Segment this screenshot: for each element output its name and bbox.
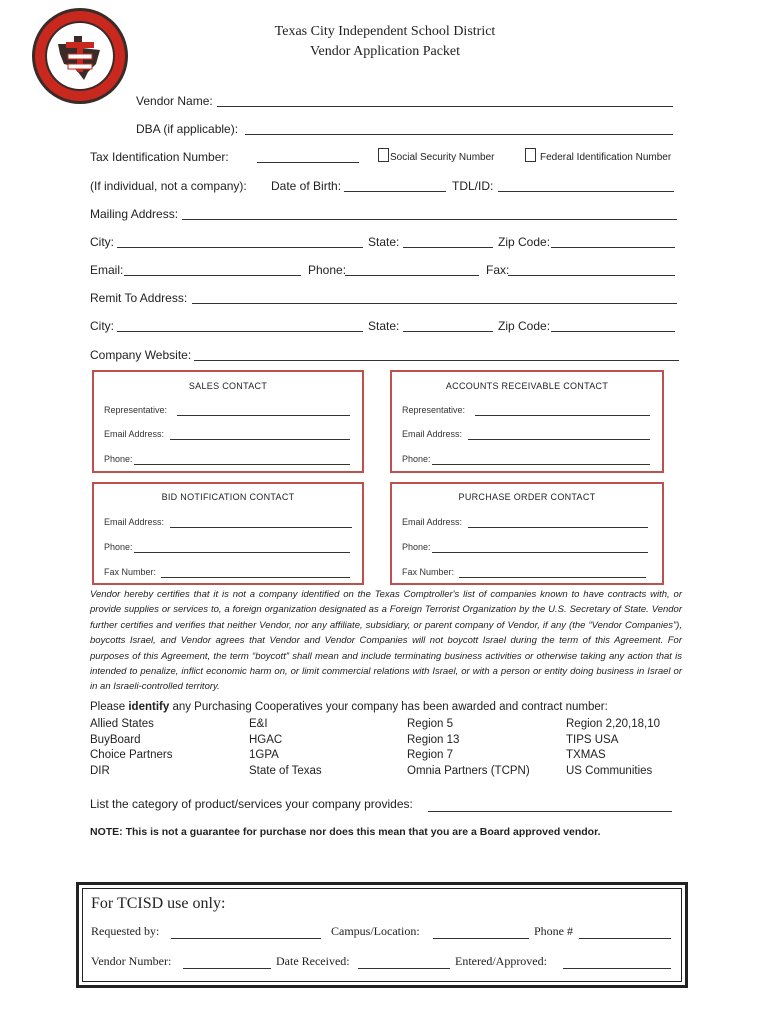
coop-item: Allied States [90, 718, 154, 730]
ar-email-label: Email Address: [402, 429, 463, 439]
requested-by-label: Requested by: [91, 924, 160, 938]
date-received-field[interactable] [358, 968, 450, 969]
coop-item: TXMAS [566, 749, 606, 761]
email-field[interactable] [124, 275, 301, 276]
ar-email-field[interactable] [468, 439, 650, 440]
fax-field[interactable] [508, 275, 675, 276]
sales-email-field[interactable] [170, 439, 350, 440]
email-label: Email: [90, 263, 124, 277]
ar-representative-field[interactable] [475, 415, 650, 416]
coop-item: Omnia Partners (TCPN) [407, 764, 530, 777]
coop-item: Region 13 [407, 733, 460, 746]
state-label: State: [368, 235, 400, 249]
phone-field[interactable] [345, 275, 479, 276]
disclaimer-note: NOTE: This is not a guarantee for purchase nor does this mean that you are a Board approved vendor. [90, 826, 601, 838]
coop-item: Region 2,20,18,10 [566, 718, 660, 730]
cooperatives-column-1 [90, 717, 172, 779]
campus-field[interactable] [433, 938, 529, 939]
company-website-field[interactable] [194, 360, 679, 361]
tdl-label: TDL/ID: [452, 179, 494, 193]
cooperatives-intro-pre: Please [90, 701, 129, 713]
cooperatives-column-3 [407, 717, 530, 779]
phone-number-field[interactable] [579, 938, 671, 939]
sales-representative-label: Representative: [104, 405, 168, 415]
fein-checkbox[interactable] [525, 148, 536, 162]
dob-label: Date of Birth: [271, 179, 342, 193]
date-received-label: Date Received: [276, 954, 350, 968]
office-use-title: For TCISD use only: [91, 895, 226, 912]
cooperatives-intro-post: any Purchasing Cooperatives your company has been awarded and contract number: [169, 701, 608, 713]
campus-label: Campus/Location: [331, 924, 420, 938]
page-title: Texas City Independent School District [274, 24, 496, 39]
po-email-field[interactable] [468, 527, 648, 528]
entered-approved-label: Entered/Approved: [455, 954, 547, 968]
city-field[interactable] [117, 247, 363, 248]
dba-field[interactable] [245, 134, 673, 135]
po-contact-box [390, 482, 664, 585]
po-phone-label: Phone: [402, 542, 431, 552]
if-individual-label: (If individual, not a company): [90, 179, 247, 193]
tax-id-label: Tax Identification Number: [90, 150, 229, 164]
ssn-checkbox[interactable] [378, 148, 389, 162]
remit-state-label: State: [368, 319, 400, 333]
category-label: List the category of product/services your company provides: [90, 797, 413, 811]
cooperatives-intro-bold: identify [128, 701, 170, 713]
cooperatives-column-2 [249, 717, 322, 779]
zip-label: Zip Code: [498, 235, 551, 249]
phone-number-label: Phone # [534, 924, 573, 938]
mailing-address-field[interactable] [182, 219, 677, 220]
coop-item: DIR [90, 764, 110, 777]
coop-item: State of Texas [249, 764, 322, 777]
requested-by-field[interactable] [171, 938, 321, 939]
sales-contact-box [92, 370, 364, 473]
bid-phone-label: Phone: [104, 542, 133, 552]
tdl-field[interactable] [498, 191, 674, 192]
sales-email-label: Email Address: [104, 429, 165, 439]
po-contact-title: PURCHASE ORDER CONTACT [458, 492, 596, 502]
coop-item: Region 7 [407, 749, 454, 761]
vendor-number-field[interactable] [183, 968, 271, 969]
po-phone-field[interactable] [432, 552, 648, 553]
vendor-number-label: Vendor Number: [91, 954, 172, 968]
ar-contact-title: ACCOUNTS RECEIVABLE CONTACT [445, 381, 609, 391]
coop-item: 1GPA [249, 749, 279, 761]
office-use-box [76, 882, 688, 988]
state-field[interactable] [403, 247, 493, 248]
bid-email-field[interactable] [170, 527, 352, 528]
zip-field[interactable] [551, 247, 675, 248]
bid-email-label: Email Address: [104, 517, 165, 527]
bid-contact-box [92, 482, 364, 585]
ar-representative-label: Representative: [402, 405, 466, 415]
mailing-address-label: Mailing Address: [90, 207, 179, 221]
remit-city-label: City: [90, 319, 114, 333]
ar-phone-label: Phone: [402, 454, 431, 464]
certification-statement: Vendor hereby certifies that it is not a company identified on the Texas Comptroller's list of companies known to have contracts with, or provide supplies or services to, a foreign organization designated as a Foreign Terrorist Organization by the U.S. Secretary of State. Vendor further certifies and verifies that neither Vendor, nor any affiliate, subsidiary, or parent company of Vendor, if any (the “Vendor Companies”), boycotts Israel, and Vendor agrees that Vendor and Vendor Companies will not boycott Israel during the term of this Agreement. For purposes of this Agreement, the term “boycott” shall mean and include terminating business activities or otherwise taking any action that is intended to penalize, inflict economic harm on, or limit commercial relations with Israel, or with a person or entity doing business in Israel or in an Israeli-controlled territory. [90, 589, 682, 693]
coop-item: E&I [249, 718, 268, 730]
ar-contact-box [390, 370, 664, 473]
cooperatives-intro [90, 701, 608, 713]
remit-state-field[interactable] [403, 331, 493, 332]
fein-option-label: Federal Identification Number [540, 152, 672, 163]
fax-label: Fax: [486, 263, 510, 277]
sales-representative-field[interactable] [177, 415, 350, 416]
company-website-label: Company Website: [90, 348, 192, 362]
remit-zip-label: Zip Code: [498, 319, 551, 333]
bid-contact-title: BID NOTIFICATION CONTACT [161, 492, 295, 502]
vendor-name-label: Vendor Name: [136, 94, 213, 108]
bid-fax-field[interactable] [161, 577, 350, 578]
category-field[interactable] [428, 811, 672, 812]
coop-item: Choice Partners [90, 749, 173, 761]
sales-phone-field[interactable] [134, 464, 350, 465]
dob-field[interactable] [344, 191, 446, 192]
coop-item: BuyBoard [90, 733, 141, 746]
ssn-option-label: Social Security Number [390, 152, 495, 163]
city-label: City: [90, 235, 114, 249]
coop-item: Region 5 [407, 718, 454, 730]
remit-city-field[interactable] [117, 331, 363, 332]
po-fax-label: Fax Number: [402, 567, 455, 577]
remit-zip-field[interactable] [551, 331, 675, 332]
po-email-label: Email Address: [402, 517, 463, 527]
phone-label: Phone: [308, 263, 347, 277]
po-fax-field[interactable] [459, 577, 646, 578]
coop-item: US Communities [566, 764, 653, 777]
sales-phone-label: Phone: [104, 454, 133, 464]
coop-item: HGAC [249, 733, 283, 746]
bid-fax-label: Fax Number: [104, 567, 157, 577]
ar-phone-field[interactable] [432, 464, 650, 465]
coop-item: TIPS USA [566, 733, 619, 746]
page-subtitle: Vendor Application Packet [309, 44, 461, 59]
remit-to-label: Remit To Address: [90, 291, 188, 305]
tax-id-field[interactable] [257, 162, 359, 163]
vendor-name-field[interactable] [217, 106, 673, 107]
entered-approved-field[interactable] [563, 968, 671, 969]
sales-contact-title: SALES CONTACT [188, 381, 268, 391]
bid-phone-field[interactable] [134, 552, 350, 553]
remit-to-field[interactable] [192, 303, 677, 304]
cooperatives-column-4 [566, 717, 660, 779]
dba-label: DBA (if applicable): [136, 122, 239, 136]
